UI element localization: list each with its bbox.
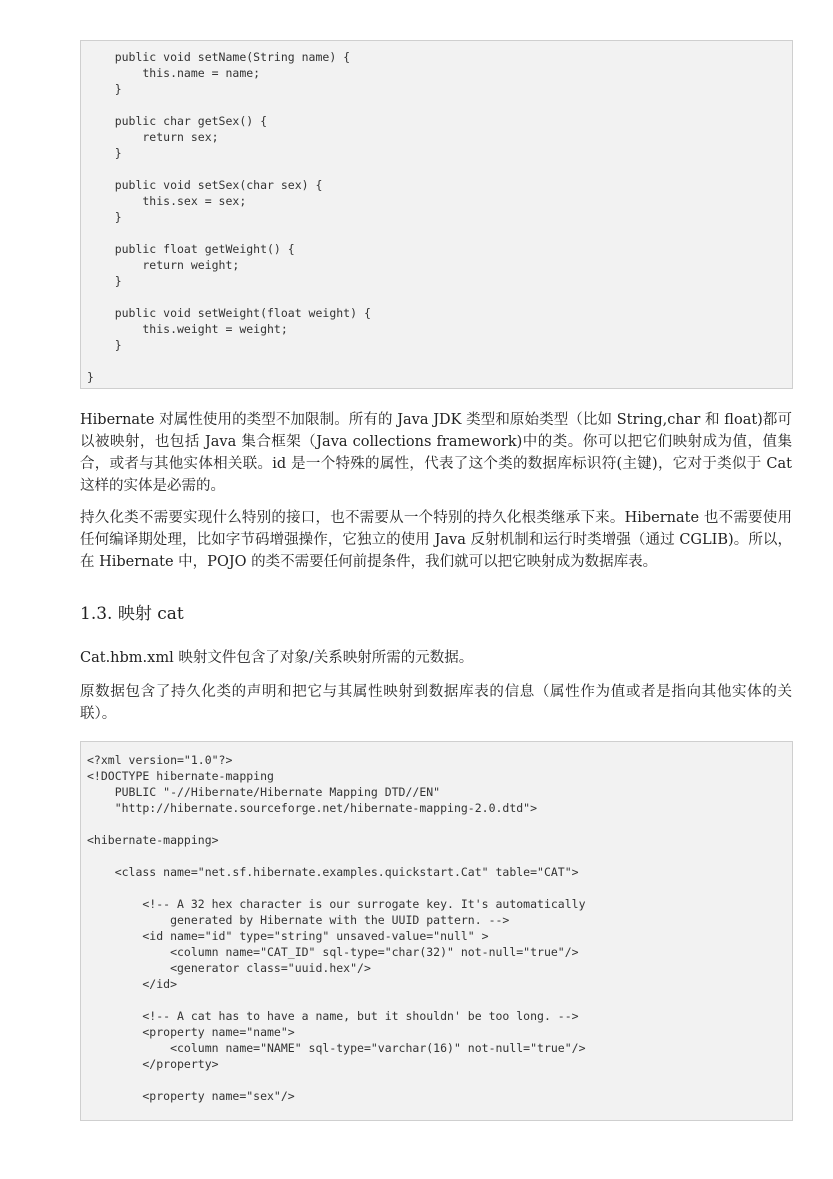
section-heading: 1.3. 映射 cat: [80, 604, 184, 624]
xml-code-block: <?xml version="1.0"?> <!DOCTYPE hibernate-mapping PUBLIC "-//Hibernate/Hibernate Mapping DTD//EN" "http://hibernate.sourceforge.net/hibernate-mapping-2.0.dtd"> <hibernate-mapping> <class name="net.sf.hibernate.examples.quickstart.Cat" table="CAT"> <!-- A 32 hex character is our surrogate key. It's automatically generated by Hibernate with the UUID pattern. --> <id name="id" type="string" unsaved-value="null" > <column name="CAT_ID" sql-type="char(32)" not-null="true"/> <generator class="uuid.hex"/> </id> <!-- A cat has to have a name, but it shouldn' be too long. --> <property name="name"> <column name="NAME" sql-type="varchar(16)" not-null="true"/> </property> <property name="sex"/>: [80, 741, 793, 1121]
paragraph-mapping-file: Cat.hbm.xml 映射文件包含了对象/关系映射所需的元数据。: [80, 650, 474, 666]
paragraph-metadata: 原数据包含了持久化类的声明和把它与其属性映射到数据库表的信息（属性作为值或者是指向其他实体的关联）。: [80, 684, 792, 722]
paragraph-persistent-class: 持久化类不需要实现什么特别的接口，也不需要从一个特别的持久化根类继承下来。Hibernate 也不需要使用任何编译期处理，比如字节码增强操作，它独立的使用 Java 反射机制和运行时类增强（通过 CGLIB)。所以，在 Hibernate 中，POJO 的类不需要任何前提条件，我们就可以把它映射成为数据库表。: [80, 510, 792, 570]
paragraph-property-types: Hibernate 对属性使用的类型不加限制。所有的 Java JDK 类型和原始类型（比如 String,char 和 float)都可以被映射，也包括 Java 集合框架（Java collections framework)中的类。你可以把它们映射成为值，值集合，或者与其他实体相关联。id 是一个特殊的属性，代表了这个类的数据库标识符(主键)，它对于类似于 Cat 这样的实体是必需的。: [80, 412, 792, 494]
java-code-block: public void setName(String name) { this.name = name; } public char getSex() { return sex; } public void setSex(char sex) { this.sex = sex; } public float getWeight() { return weight; } public void setWeight(float weight) { this.weight = weight; } }: [80, 40, 793, 389]
